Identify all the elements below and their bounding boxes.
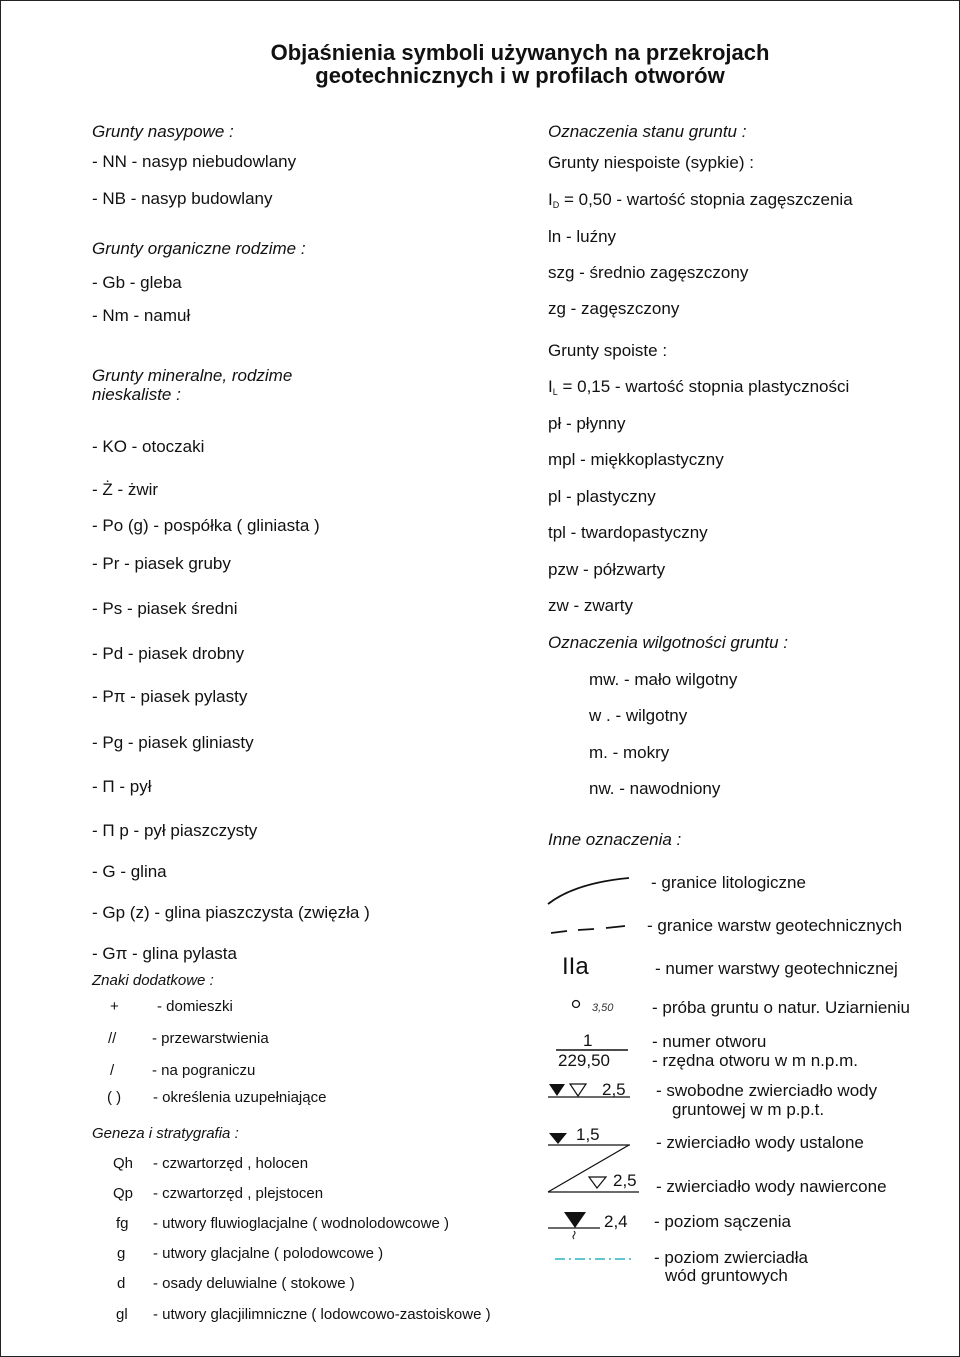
geneza-desc: - osady deluwialne ( stokowe ) — [153, 1275, 355, 1292]
free-water-label: - swobodne zwierciadło wody — [656, 1081, 878, 1100]
spoiste-heading: Grunty spoiste : — [548, 341, 668, 360]
niespoiste-heading: Grunty niespoiste (sypkie) : — [548, 153, 754, 172]
niespoiste-item: zg - zagęszczony — [548, 299, 680, 318]
sample-circle-icon — [573, 1001, 580, 1008]
stan-heading: Oznaczenia stanu gruntu : — [548, 122, 747, 141]
seepage-level-icon — [548, 1212, 600, 1239]
sample-label: - próba gruntu o natur. Uziarnieniu — [652, 998, 910, 1017]
znaki-symbol: / — [110, 1062, 115, 1079]
layer-number-label: - numer warstwy geotechnicznej — [655, 959, 898, 978]
wilgotnosc-item: nw. - nawodniony — [589, 779, 721, 798]
geneza-symbol: gl — [116, 1306, 128, 1323]
mineralne-item: - Po (g) - pospółka ( gliniasta ) — [92, 516, 320, 535]
geneza-desc: - utwory glacjalne ( polodowcowe ) — [153, 1245, 384, 1262]
niespoiste-item: ln - luźny — [548, 227, 617, 246]
nasypowe-item: - NN - nasyp niebudowlany — [92, 152, 297, 171]
geneza-symbol: Qh — [113, 1155, 134, 1172]
geotech-boundary-label: - granice warstw geotechnicznych — [647, 916, 903, 935]
geotech-boundary-dashed-line — [551, 926, 625, 933]
mineralne-item: - Pg - piasek gliniasty — [92, 733, 254, 752]
nasypowe-heading: Grunty nasypowe : — [92, 122, 234, 141]
mineralne-item: - Π p - pył piaszczysty — [92, 821, 258, 840]
mineralne-item: - Pπ - piasek pylasty — [92, 687, 248, 706]
geneza-symbol: Qp — [113, 1185, 134, 1202]
established-water-value: 1,5 — [576, 1125, 600, 1144]
borehole-elevation-label: - rzędna otworu w m n.p.m. — [652, 1051, 858, 1070]
borehole-elevation: 229,50 — [558, 1051, 610, 1070]
niespoiste-item: szg - średnio zagęszczony — [548, 263, 749, 282]
organiczne-item: - Gb - gleba — [92, 273, 182, 292]
geneza-symbol: fg — [116, 1215, 129, 1232]
geneza-desc: - czwartorzęd , plejstocen — [153, 1185, 324, 1202]
mineralne-item: - KO - otoczaki — [92, 437, 205, 456]
spoiste-item: pł - płynny — [548, 414, 626, 433]
znaki-desc: - na pograniczu — [152, 1062, 256, 1079]
mineralne-heading: Grunty mineralne, rodzime — [92, 366, 293, 385]
page-title-line1: Objaśnienia symboli używanych na przekrojach — [270, 40, 770, 65]
geneza-heading: Geneza i stratygrafia : — [92, 1125, 239, 1142]
page-title-line2: geotechnicznych i w profilach otworów — [315, 63, 725, 88]
organiczne-heading: Grunty organiczne rodzime : — [92, 239, 306, 258]
geneza-desc: - utwory glacjilimniczne ( lodowcowo-zastoiskowe ) — [153, 1306, 491, 1323]
id-symbol: I — [548, 190, 553, 209]
organiczne-item: - Nm - namuł — [92, 306, 191, 325]
mineralne-item: - Gπ - glina pylasta — [92, 944, 237, 963]
groundwater-label-cont: wód gruntowych — [665, 1266, 788, 1285]
id-subscript: D — [552, 200, 560, 210]
mineralne-item: - Π - pył — [92, 777, 152, 796]
free-water-label-cont: gruntowej w m p.p.t. — [672, 1100, 825, 1119]
spoiste-item: pl - plastyczny — [548, 487, 656, 506]
id-text: = 0,50 - wartość stopnia zagęszczenia — [559, 190, 853, 209]
seepage-label: - poziom sączenia — [654, 1212, 792, 1231]
znaki-desc: - określenia uzupełniające — [153, 1089, 327, 1106]
znaki-symbol: // — [108, 1030, 117, 1047]
geneza-symbol: g — [117, 1245, 126, 1262]
free-water-value: 2,5 — [602, 1080, 626, 1099]
mineralne-item: - G - glina — [92, 862, 167, 881]
spoiste-item: pzw - półzwarty — [548, 560, 666, 579]
layer-symbol: IIa — [562, 953, 589, 980]
borehole-number-label: - numer otworu — [652, 1032, 767, 1051]
il-subscript: L — [552, 387, 558, 397]
wilgotnosc-item: w . - wilgotny — [589, 706, 688, 725]
mineralne-item: - Pr - piasek gruby — [92, 554, 231, 573]
groundwater-label: - poziom zwierciadła — [654, 1248, 808, 1267]
znaki-heading: Znaki dodatkowe : — [92, 972, 214, 989]
mineralne-item: - Ż - żwir — [92, 480, 159, 499]
znaki-symbol: ( ) — [107, 1089, 122, 1106]
sample-depth-value: 3,50 — [592, 1002, 614, 1014]
il-text: = 0,15 - wartość stopnia plastyczności — [557, 377, 850, 396]
spoiste-item: mpl - miękkoplastyczny — [548, 450, 724, 469]
mineralne-item: - Gp (z) - glina piaszczysta (zwięzła ) — [92, 903, 370, 922]
nasypowe-item: - NB - nasyp budowlany — [92, 189, 273, 208]
znaki-symbol: + — [110, 998, 119, 1015]
lithology-boundary-line — [548, 878, 629, 904]
geneza-desc: - utwory fluwioglacjalne ( wodnolodowcowe ) — [153, 1215, 449, 1232]
drilled-water-label: - zwierciadło wody nawiercone — [656, 1177, 887, 1196]
mineralne-item: - Ps - piasek średni — [92, 599, 238, 618]
znaki-desc: - przewarstwienia — [152, 1030, 269, 1047]
geneza-desc: - czwartorzęd , holocen — [153, 1155, 309, 1172]
geneza-symbol: d — [117, 1275, 126, 1292]
wilgotnosc-item: m. - mokry — [589, 743, 670, 762]
seepage-value: 2,4 — [604, 1212, 628, 1231]
inne-heading: Inne oznaczenia : — [548, 830, 682, 849]
established-water-label: - zwierciadło wody ustalone — [656, 1133, 864, 1152]
wilgotnosc-item: mw. - mało wilgotny — [589, 670, 738, 689]
mineralne-item: - Pd - piasek drobny — [92, 644, 245, 663]
znaki-desc: - domieszki — [157, 998, 233, 1015]
spoiste-item: tpl - twardopastyczny — [548, 523, 708, 542]
wilgotnosc-heading: Oznaczenia wilgotności gruntu : — [548, 633, 789, 652]
lithology-boundary-label: - granice litologiczne — [651, 873, 806, 892]
borehole-number: 1 — [583, 1031, 593, 1050]
mineralne-heading-cont: nieskaliste : — [92, 385, 181, 404]
il-symbol: I — [548, 377, 553, 396]
spoiste-item: zw - zwarty — [548, 596, 633, 615]
drilled-water-value: 2,5 — [613, 1171, 637, 1190]
